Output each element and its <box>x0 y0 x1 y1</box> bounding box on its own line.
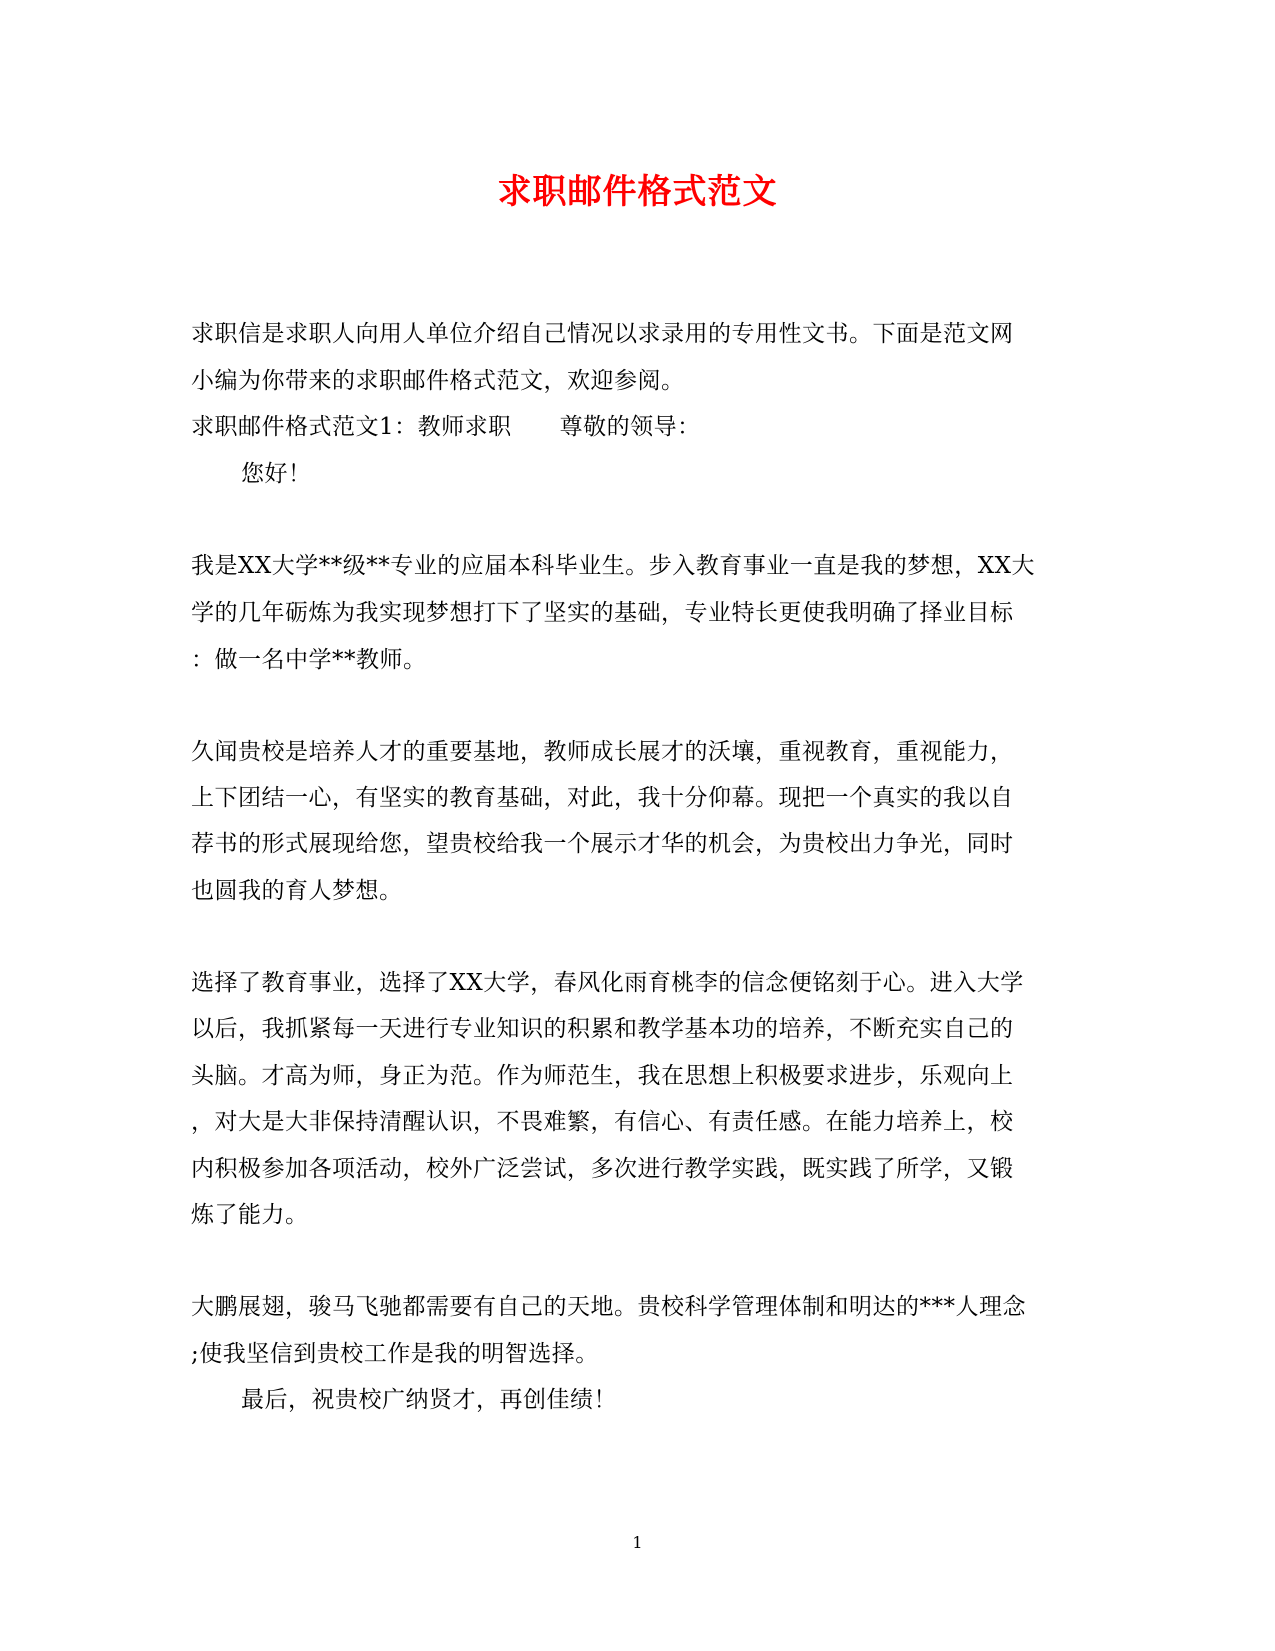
paragraph-line: 选择了教育事业，选择了XX大学，春风化雨育桃李的信念便铭刻于心。进入大学 <box>191 970 1024 996</box>
closing-line: 最后，祝贵校广纳贤才，再创佳绩！ <box>241 1387 617 1413</box>
greeting: 您好！ <box>241 461 312 487</box>
paragraph-line: 以后，我抓紧每一天进行专业知识的积累和教学基本功的培养，不断充实自己的 <box>191 1016 1014 1042</box>
paragraph-line: 求职信是求职人向用人单位介绍自己情况以求录用的专用性文书。下面是范文网 <box>191 321 1014 347</box>
paragraph-line: ;使我坚信到贵校工作是我的明智选择。 <box>191 1341 599 1367</box>
paragraph-line: ，对大是大非保持清醒认识，不畏难繁，有信心、有责任感。在能力培养上，校 <box>191 1109 1014 1135</box>
paragraph-line: 内积极参加各项活动，校外广泛尝试，多次进行教学实践，既实践了所学，又锻 <box>191 1156 1014 1182</box>
paragraph-line: 头脑。才高为师，身正为范。作为师范生，我在思想上积极要求进步，乐观向上 <box>191 1063 1014 1089</box>
paragraph-line: 上下团结一心，有坚实的教育基础，对此，我十分仰幕。现把一个真实的我以自 <box>191 785 1014 811</box>
salutation: 尊敬的领导： <box>559 414 701 440</box>
paragraph-line: 大鹏展翅，骏马飞驰都需要有自己的天地。贵校科学管理体制和明达的***人理念 <box>191 1294 1026 1320</box>
paragraph-line: 我是XX大学**级**专业的应届本科毕业生。步入教育事业一直是我的梦想，XX大 <box>191 553 1035 579</box>
paragraph-line: 也圆我的育人梦想。 <box>191 878 403 904</box>
document-title: 求职邮件格式范文 <box>497 172 778 212</box>
example-heading: 求职邮件格式范文1：教师求职 <box>191 414 512 440</box>
paragraph-line: 久闻贵校是培养人才的重要基地，教师成长展才的沃壤，重视教育，重视能力， <box>191 739 1014 765</box>
heading-line <box>191 412 701 442</box>
paragraph-line: 学的几年砺炼为我实现梦想打下了坚实的基础，专业特长更使我明确了择业目标 <box>191 600 1014 626</box>
paragraph-line: ：做一名中学**教师。 <box>191 647 427 673</box>
paragraph-line: 炼了能力。 <box>191 1202 309 1228</box>
paragraph-line: 小编为你带来的求职邮件格式范文，欢迎参阅。 <box>191 368 685 394</box>
paragraph-line: 荐书的形式展现给您，望贵校给我一个展示才华的机会，为贵校出力争光，同时 <box>191 831 1014 857</box>
page-number: 1 <box>632 1533 643 1552</box>
